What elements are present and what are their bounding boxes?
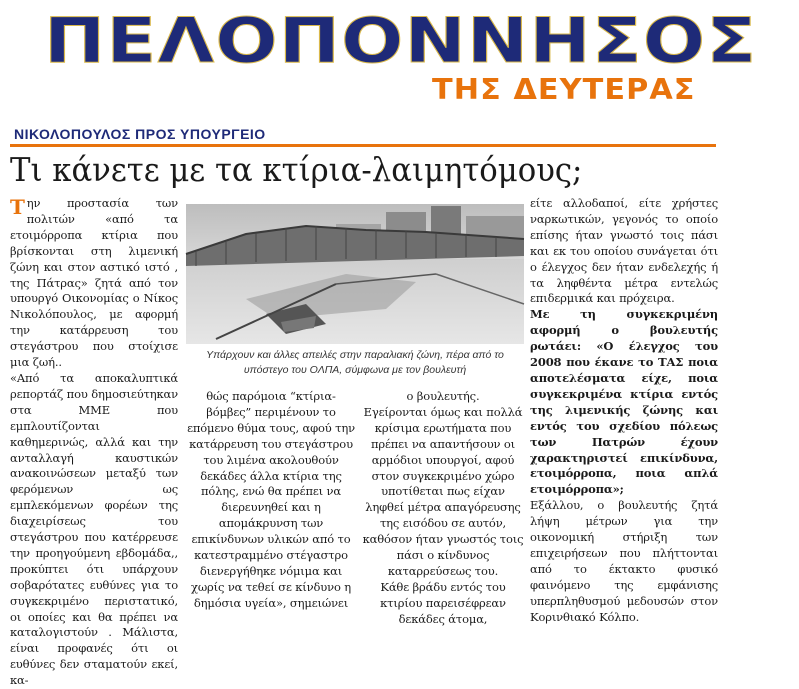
article-kicker: ΝΙΚΟΛΟΠΟΥΛΟΣ ΠΡΟΣ ΥΠΟΥΡΓΕΙΟ <box>14 126 266 142</box>
collapsed-shelter-photo <box>186 204 524 344</box>
newspaper-title: ΠΕΛΟΠΟΝΝΗΣΟΣ <box>44 4 758 77</box>
photo-caption: Υπάρχουν και άλλες απειλές στην παραλιακή ζώνη, πέρα από το υπόστεγο του ΟΛΠΑ, σύμφωνα με τον βουλευτή <box>206 349 504 376</box>
column-1-text: ην προστασία των πολιτών «από τα ετοιμόρροπα κτίρια που βρίσκονται στη λιμενική ζώνη και στον αστικό ιστό , της Πάτρας» ζητά από τον υπουργό Οικονομίας ο Νίκος Νικολόπουλος, με αφορμή την κατάρρευση του στεγάστρου που στοίχισε μια ζωή.. «Από τα αποκαλυπτικά ρεπορτάζ που δημοσιεύτηκαν στα ΜΜΕ που εμπλουτίζονται καθημερινώς, αλλά και την ανταλλαγή καυστικών ανακοινώσεων μεταξύ των φερόμενων ως εμπλεκόμενων φορέων της διαχειρίσεως του στεγάστρου που κατέρρευσε την προηγούμενη εβδομάδα,, προκύπτει ότι υπάρχουν σοβαρότατες ευθύνες για το συγκεκριμένο περιστατικό, οι οποίες και θα πρέπει να καταλογιστούν . Μάλιστα, είναι προφανές ότι οι ευθύνες δεν σταματούν εκεί, κα- <box>10 196 178 688</box>
article-column-1 <box>10 195 178 688</box>
article-column-2: θώς παρόμοια “κτίρια-βόμβες” περιμένουν το επόμενο θύμα τους, αφού την κατάρρευση του στεγάστρου του λιμένα ακολουθούν δεκάδες άλλα κτίρια της πόλης, ενώ θα πρέπει να διερευνηθεί και η απομάκρυνση των επικίνδυνων υλικών από το κατεστραμμένο στέγαστρο διενεργήθηκε νόμιμα και χωρίς να τεθεί σε κίνδυνο η δημόσια υγεία», σημειώνει <box>187 389 355 610</box>
dropcap: Τ <box>10 195 25 219</box>
column-4-paragraph-1: είτε αλλοδαποί, είτε χρήστες ναρκωτικών, γεγονός το οποίο επίσης ήταν γνωστό τοις πάσι και εκ του οποίου συνάγεται ότι ο έλεγχος δεν ήταν ενδελεχής ή τα ληφθέντα μέτρα εντελώς επιδερμικά και πρόχειρα. <box>530 196 718 306</box>
article-column-4 <box>530 196 718 624</box>
masthead <box>0 0 758 120</box>
kicker-rule <box>10 144 716 147</box>
newspaper-subtitle: ΤΗΣ ΔΕΥΤΕΡΑΣ <box>432 73 696 106</box>
article-headline: Τι κάνετε με τα κτίρια-λαιμητόμους; <box>10 150 583 189</box>
article-photo <box>186 204 524 344</box>
column-4-paragraph-3: Εξάλλου, ο βουλευτής ζητά λήψη μέτρων για την οικονομική στήριξη των επιχειρήσεων που πλήττονται από το έκτακτο φυσικό φαινόμενο της εμφάνισης υπερπληθυσμού μεδουσών στον Κορινθιακό Κόλπο. <box>530 498 718 624</box>
article-column-3: ο βουλευτής. Εγείρονται όμως και πολλά κρίσιμα ερωτήματα που πρέπει να απαντήσουν οι αρμόδιοι υπουργοί, αφού στον συγκεκριμένο χώρο υποτίθεται πως είχαν ληφθεί μέτρα απαγόρευσης της εισόδου σε αυτόν, καθόσον ήταν γνωστός τοις πάσι ο κίνδυνος καταρρεύσεως του. Κάθε βράδυ εντός του κτιρίου παρεισέφρεαν δεκάδες άτομα, <box>362 389 524 626</box>
column-4-question: Με τη συγκεκριμένη αφορμή ο βουλευτής ρωτάει: «Ο έλεγχος του 2008 που έκανε το ΤΑΣ ποια αποτελέσματα είχε, ποια συγκεκριμένα κτίρια εντός της λιμενικής ζώνης και εντός του σχεδίου πόλεως των Πατρών έχουν χαρακτηριστεί επικίνδυνα, ετοιμόρροπα, ποια απλά ετοιμόρροπα»; <box>530 307 718 497</box>
